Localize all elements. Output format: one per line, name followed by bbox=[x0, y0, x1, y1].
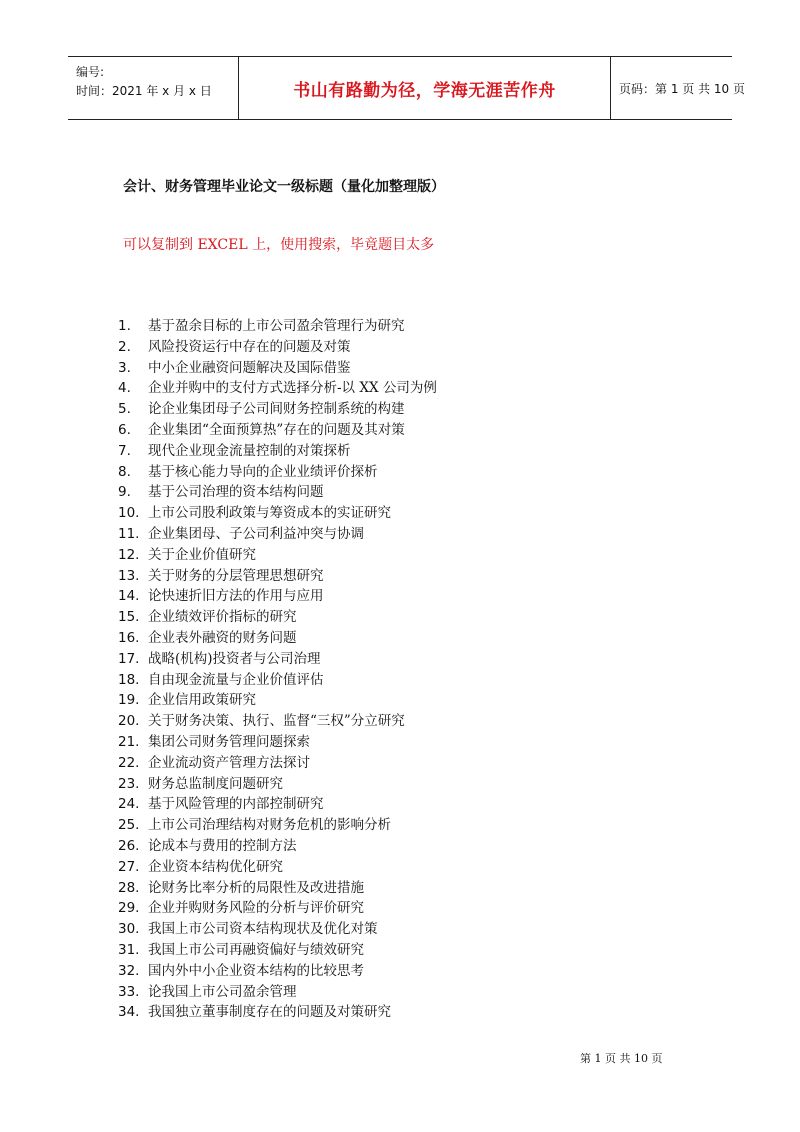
list-item-number: 31. bbox=[118, 941, 140, 958]
list-item-text: 风险投资运行中存在的问题及对策 bbox=[148, 338, 351, 355]
list-item-number: 2. bbox=[118, 338, 131, 355]
list-item-number: 3. bbox=[118, 359, 131, 376]
list-item-text: 基于公司治理的资本结构问题 bbox=[148, 484, 324, 501]
list-item-text: 集团公司财务管理问题探索 bbox=[148, 733, 310, 750]
list-item-number: 14. bbox=[118, 588, 140, 605]
list-item bbox=[118, 961, 437, 982]
list-item bbox=[118, 670, 437, 691]
list-item-number: 28. bbox=[118, 879, 140, 896]
header-motto-cell bbox=[239, 57, 611, 119]
list-item-text: 论企业集团母子公司间财务控制系统的构建 bbox=[148, 401, 405, 418]
list-item-text: 关于企业价值研究 bbox=[148, 546, 256, 563]
list-item bbox=[118, 878, 437, 899]
list-item-number: 10. bbox=[118, 505, 140, 522]
list-item-number: 33. bbox=[118, 983, 140, 1000]
page-header bbox=[68, 56, 745, 120]
header-time-label: 时间：2021 年 x 月 x 日 bbox=[76, 84, 212, 98]
list-item-number: 8. bbox=[118, 463, 131, 480]
list-item-number: 34. bbox=[118, 1004, 140, 1021]
list-item-text: 关于财务决策、执行、监督“三权”分立研究 bbox=[148, 713, 405, 730]
list-item bbox=[118, 503, 437, 524]
document-note: 可以复制到 EXCEL 上，使用搜索，毕竟题目太多 bbox=[123, 237, 435, 253]
list-item bbox=[118, 358, 437, 379]
list-item-number: 22. bbox=[118, 754, 140, 771]
list-item bbox=[118, 462, 437, 483]
list-item-text: 现代企业现金流量控制的对策探析 bbox=[148, 442, 351, 459]
list-item-number: 12. bbox=[118, 546, 140, 563]
list-item-text: 论我国上市公司盈余管理 bbox=[148, 983, 297, 1000]
list-item-text: 基于风险管理的内部控制研究 bbox=[148, 796, 324, 813]
topic-list bbox=[118, 316, 437, 1023]
header-meta bbox=[68, 57, 239, 119]
list-item bbox=[118, 982, 437, 1003]
list-item-number: 17. bbox=[118, 650, 140, 667]
list-item-text: 战略(机构)投资者与公司治理 bbox=[148, 650, 321, 667]
list-item-text: 企业并购财务风险的分析与评价研究 bbox=[148, 900, 364, 917]
list-item-text: 我国上市公司再融资偏好与绩效研究 bbox=[148, 941, 364, 958]
list-item bbox=[118, 566, 437, 587]
list-item-number: 1. bbox=[118, 318, 131, 334]
page-footer: 第 1 页 共 10 页 bbox=[580, 1052, 663, 1065]
list-item bbox=[118, 607, 437, 628]
list-item-text: 上市公司治理结构对财务危机的影响分析 bbox=[148, 817, 391, 834]
list-item bbox=[118, 378, 437, 399]
list-item bbox=[118, 711, 437, 732]
list-item bbox=[118, 753, 437, 774]
header-motto: 书山有路勤为径，学海无涯苦作舟 bbox=[293, 80, 556, 101]
list-item bbox=[118, 857, 437, 878]
list-item bbox=[118, 337, 437, 358]
list-item bbox=[118, 545, 437, 566]
list-item bbox=[118, 940, 437, 961]
list-item-number: 9. bbox=[118, 484, 131, 501]
list-item bbox=[118, 482, 437, 503]
list-item bbox=[118, 524, 437, 545]
list-item-number: 23. bbox=[118, 775, 140, 792]
list-item-text: 关于财务的分层管理思想研究 bbox=[148, 567, 324, 584]
list-item-number: 13. bbox=[118, 567, 140, 584]
list-item-number: 21. bbox=[118, 733, 140, 750]
list-item-number: 30. bbox=[118, 921, 140, 938]
list-item-text: 自由现金流量与企业价值评估 bbox=[148, 671, 324, 688]
list-item-text: 中小企业融资问题解决及国际借鉴 bbox=[148, 359, 351, 376]
list-item-number: 15. bbox=[118, 609, 140, 626]
list-item bbox=[118, 919, 437, 940]
list-item-number: 20. bbox=[118, 713, 140, 730]
list-item-text: 我国独立董事制度存在的问题及对策研究 bbox=[148, 1004, 391, 1021]
list-item-text: 企业流动资产管理方法探讨 bbox=[148, 754, 310, 771]
list-item-text: 基于核心能力导向的企业业绩评价探析 bbox=[148, 463, 378, 480]
list-item-number: 19. bbox=[118, 692, 140, 709]
list-item-number: 6. bbox=[118, 421, 131, 438]
list-item bbox=[118, 774, 437, 795]
list-item bbox=[118, 732, 437, 753]
list-item-number: 18. bbox=[118, 671, 140, 688]
list-item bbox=[118, 649, 437, 670]
list-item-text: 企业集团母、子公司利益冲突与协调 bbox=[148, 525, 364, 542]
list-item-text: 论财务比率分析的局限性及改进措施 bbox=[148, 879, 364, 896]
list-item-number: 32. bbox=[118, 962, 140, 979]
list-item-number: 24. bbox=[118, 796, 140, 813]
list-item-number: 5. bbox=[118, 401, 131, 418]
list-item-number: 27. bbox=[118, 858, 140, 875]
list-item-text: 财务总监制度问题研究 bbox=[148, 775, 283, 792]
list-item-number: 25. bbox=[118, 817, 140, 834]
list-item-text: 我国上市公司资本结构现状及优化对策 bbox=[148, 921, 378, 938]
list-item bbox=[118, 1002, 437, 1023]
list-item bbox=[118, 794, 437, 815]
document-title: 会计、财务管理毕业论文一级标题（量化加整理版） bbox=[123, 179, 445, 195]
list-item bbox=[118, 690, 437, 711]
list-item-number: 16. bbox=[118, 629, 140, 646]
list-item-text: 企业并购中的支付方式选择分析-以 XX 公司为例 bbox=[148, 380, 437, 397]
list-item bbox=[118, 586, 437, 607]
list-item bbox=[118, 836, 437, 857]
list-item-text: 上市公司股利政策与筹资成本的实证研究 bbox=[148, 505, 391, 522]
list-item bbox=[118, 316, 437, 337]
list-item-text: 企业集团“全面预算热”存在的问题及其对策 bbox=[148, 421, 405, 438]
list-item-number: 7. bbox=[118, 442, 131, 459]
header-number-label: 编号: bbox=[76, 65, 105, 79]
list-item bbox=[118, 628, 437, 649]
list-item-text: 企业资本结构优化研究 bbox=[148, 858, 283, 875]
list-item-number: 4. bbox=[118, 380, 131, 397]
list-item bbox=[118, 399, 437, 420]
list-item-number: 29. bbox=[118, 900, 140, 917]
list-item bbox=[118, 815, 437, 836]
list-item-number: 11. bbox=[118, 525, 140, 542]
list-item-text: 基于盈余目标的上市公司盈余管理行为研究 bbox=[148, 318, 405, 334]
list-item-text: 国内外中小企业资本结构的比较思考 bbox=[148, 962, 364, 979]
list-item-text: 企业绩效评价指标的研究 bbox=[148, 609, 297, 626]
list-item bbox=[118, 441, 437, 462]
list-item-text: 企业表外融资的财务问题 bbox=[148, 629, 297, 646]
list-item-text: 论快速折旧方法的作用与应用 bbox=[148, 588, 324, 605]
list-item-text: 企业信用政策研究 bbox=[148, 692, 256, 709]
list-item bbox=[118, 898, 437, 919]
list-item bbox=[118, 420, 437, 441]
list-item-text: 论成本与费用的控制方法 bbox=[148, 837, 297, 854]
header-page-label: 页码：第 1 页 共 10 页 bbox=[619, 81, 745, 96]
list-item-number: 26. bbox=[118, 837, 140, 854]
